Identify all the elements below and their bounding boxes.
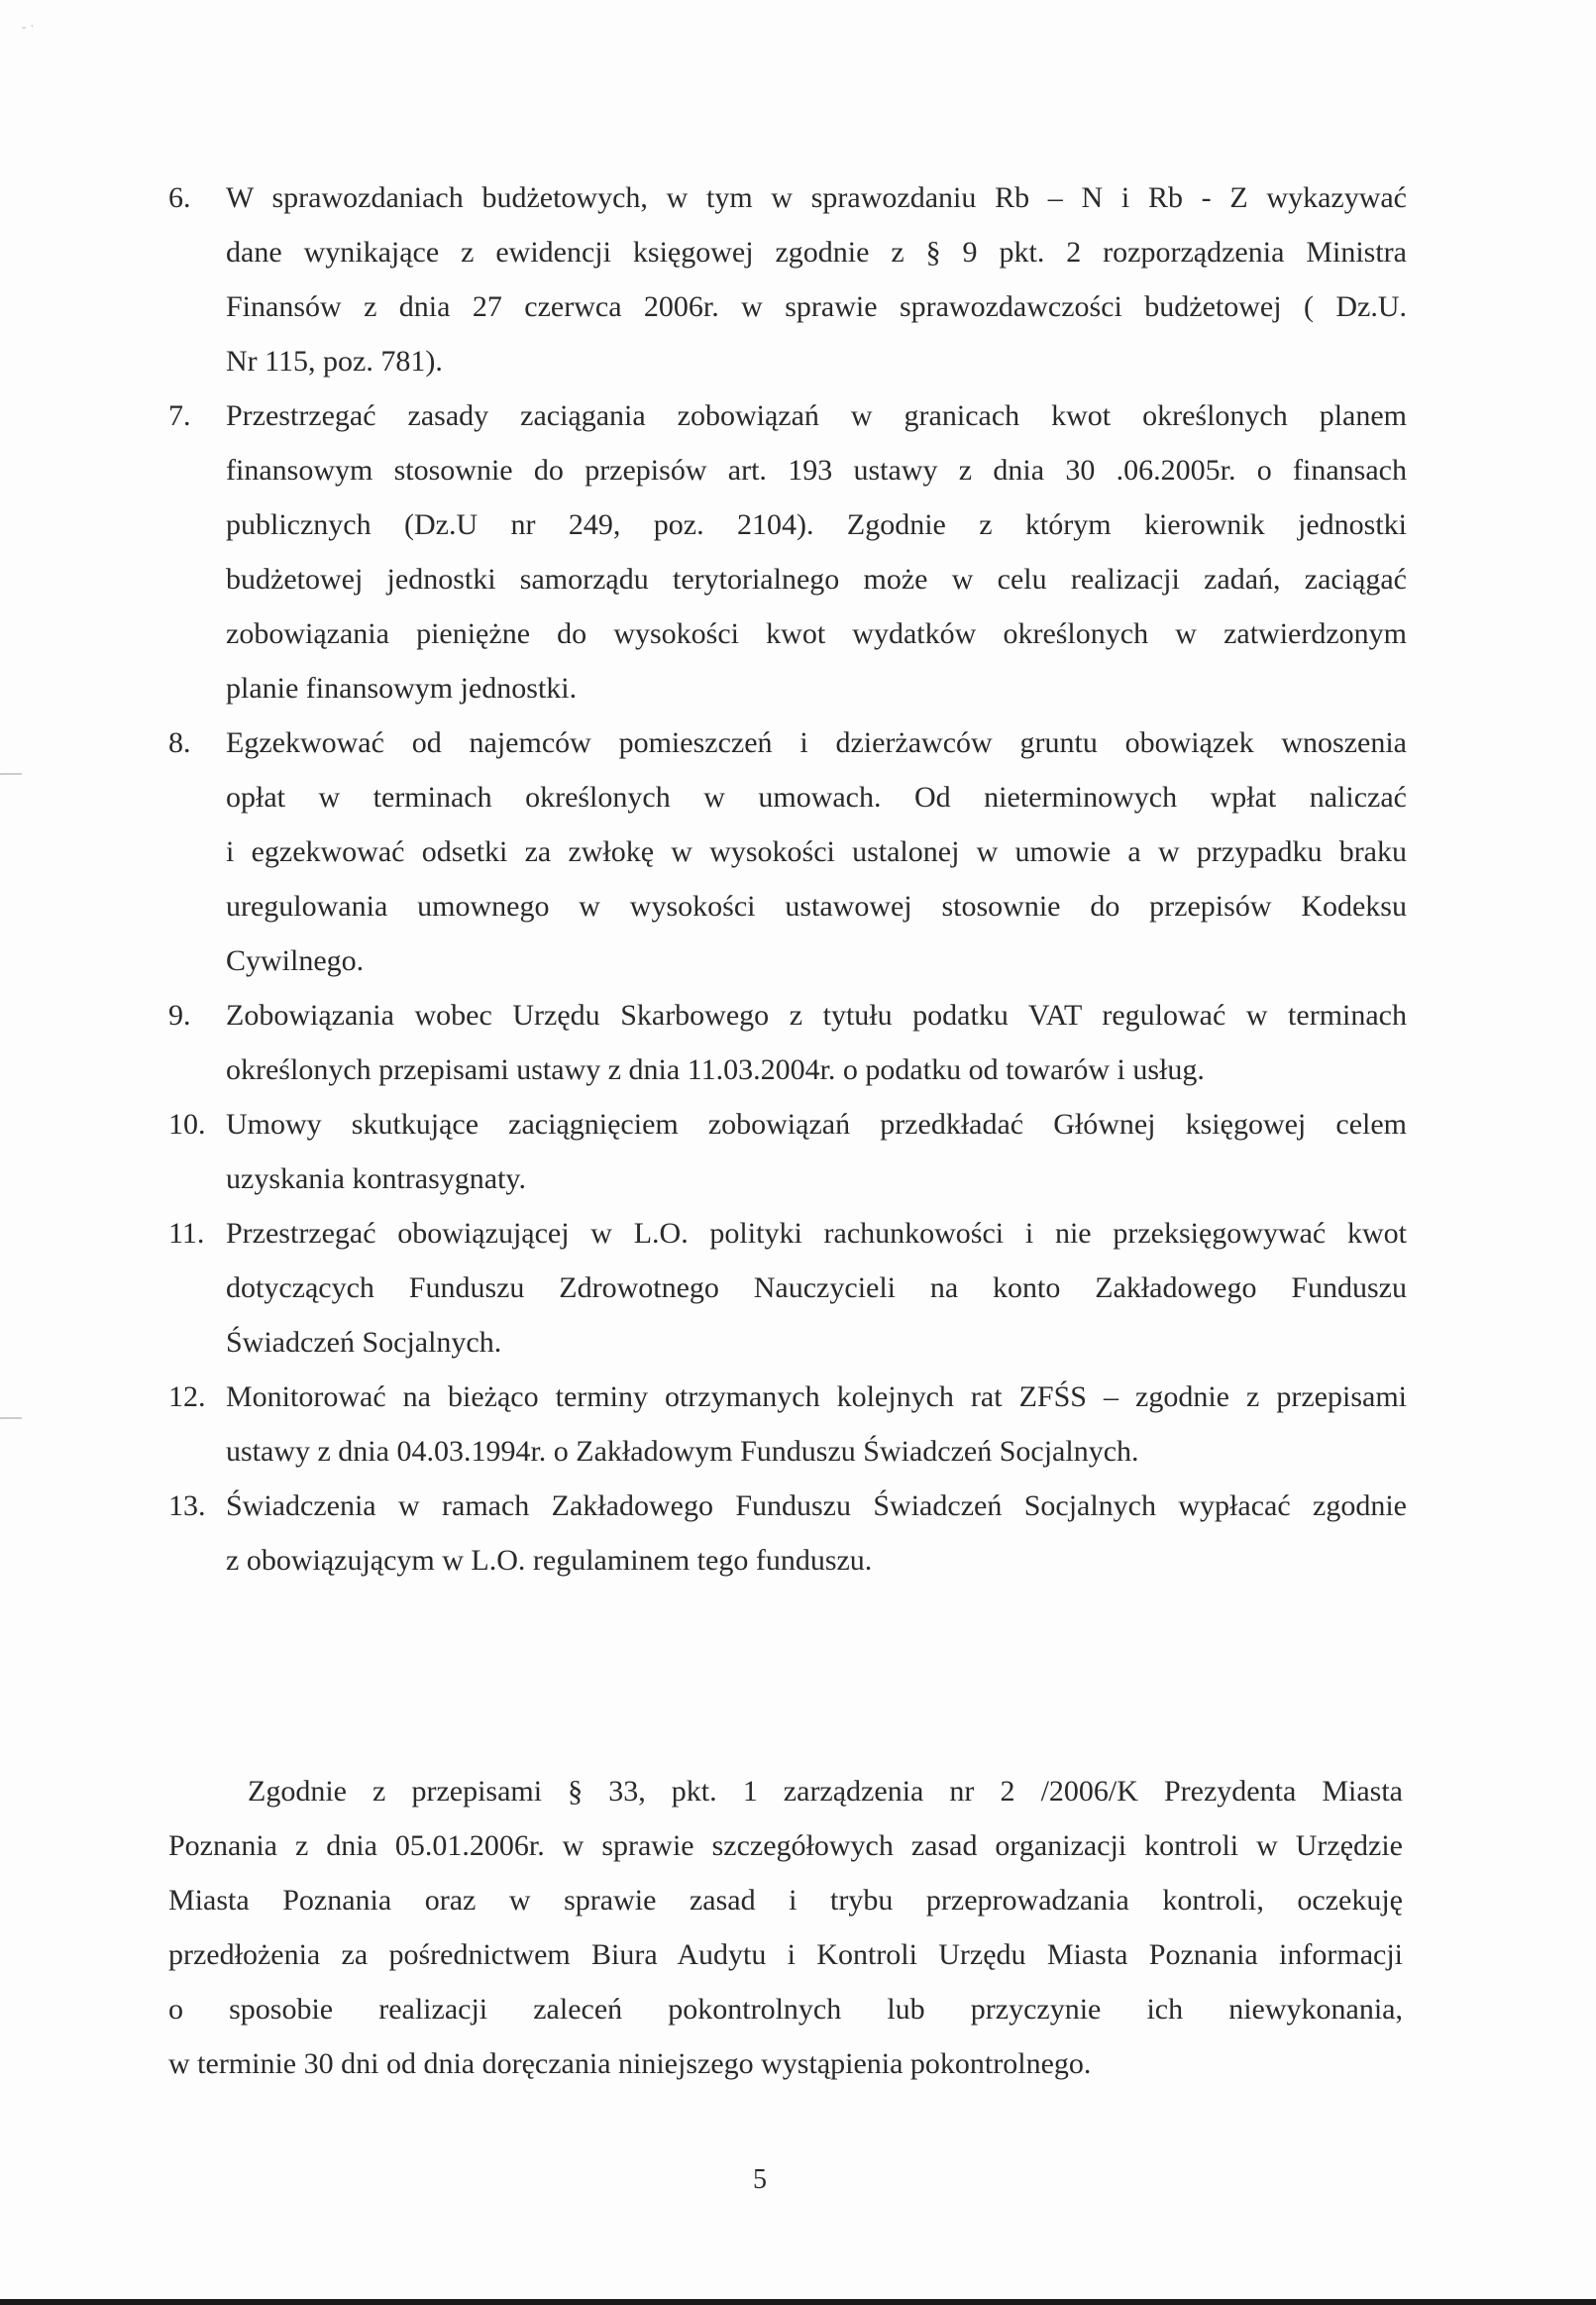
paragraph-line: w terminie 30 dni od dnia doręczania niniejszego wystąpienia pokontrolnego.	[168, 2047, 1092, 2080]
list-item-number: 8.	[168, 726, 191, 759]
text-line: Przestrzegać obowiązującej w L.O. polityki rachunkowości i nie przeksięgowywać kwot	[226, 1217, 1407, 1250]
list-item	[168, 1097, 1407, 1206]
text-line: Egzekwować od najemców pomieszczeń i dzierżawców gruntu obowiązek wnoszenia	[226, 726, 1407, 759]
list-item	[168, 1206, 1407, 1370]
text-line: Finansów z dnia 27 czerwca 2006r. w sprawie sprawozdawczości budżetowej ( Dz.U.	[226, 290, 1407, 323]
text-line: publicznych (Dz.U nr 249, poz. 2104). Zgodnie z którym kierownik jednostki	[226, 508, 1407, 541]
list-item	[168, 170, 1407, 388]
text-line: dotyczących Funduszu Zdrowotnego Nauczycieli na konto Zakładowego Funduszu	[226, 1271, 1407, 1304]
list-item-number: 9.	[168, 999, 191, 1032]
punch-hole-mark	[0, 773, 22, 795]
text-line: budżetowej jednostki samorządu terytorialnego może w celu realizacji zadań, zaciągać	[226, 563, 1407, 596]
text-line: i egzekwować odsetki za zwłokę w wysokości ustalonej w umowie a w przypadku braku	[226, 835, 1407, 868]
text-line: Umowy skutkujące zaciągnięciem zobowiązań przedkładać Głównej księgowej celem	[226, 1108, 1407, 1141]
list-item-number: 7.	[168, 399, 191, 432]
text-line: z obowiązującym w L.O. regulaminem tego funduszu.	[226, 1544, 873, 1577]
text-line: Świadczenia w ramach Zakładowego Funduszu Świadczeń Socjalnych wypłacać zgodnie	[226, 1489, 1407, 1522]
text-line: finansowym stosownie do przepisów art. 193 ustawy z dnia 30 .06.2005r. o finansach	[226, 454, 1407, 487]
list-item	[168, 388, 1407, 715]
text-line: Cywilnego.	[226, 944, 365, 977]
text-line: W sprawozdaniach budżetowych, w tym w sprawozdaniu Rb – N i Rb - Z wykazywać	[226, 181, 1407, 214]
paragraph-line: przedłożenia za pośrednictwem Biura Audytu i Kontroli Urzędu Miasta Poznania informacji	[168, 1938, 1403, 1971]
list-item-number: 6.	[168, 181, 191, 214]
text-line: określonych przepisami ustawy z dnia 11.03.2004r. o podatku od towarów i usług.	[226, 1053, 1205, 1086]
text-line: Przestrzegać zasady zaciągania zobowiązań w granicach kwot określonych planem	[226, 399, 1407, 432]
paragraph-line: Poznania z dnia 05.01.2006r. w sprawie szczegółowych zasad organizacji kontroli w Urzędzie	[168, 1829, 1403, 1862]
scan-artifact: - ·	[22, 20, 35, 35]
text-line: uregulowania umownego w wysokości ustawowej stosownie do przepisów Kodeksu	[226, 890, 1407, 923]
list-item	[168, 1370, 1407, 1479]
punch-hole-mark	[0, 1417, 22, 1439]
list-item-number: 13.	[168, 1489, 206, 1522]
text-line: dane wynikające z ewidencji księgowej zgodnie z § 9 pkt. 2 rozporządzenia Ministra	[226, 236, 1407, 269]
paragraph-line: o sposobie realizacji zaleceń pokontrolnych lub przyczynie ich niewykonania,	[168, 1993, 1403, 2026]
list-item-number: 11.	[168, 1217, 205, 1250]
text-line: Monitorować na bieżąco terminy otrzymanych kolejnych rat ZFŚS – zgodnie z przepisami	[226, 1380, 1407, 1413]
text-line: Zobowiązania wobec Urzędu Skarbowego z tytułu podatku VAT regulować w terminach	[226, 999, 1407, 1032]
list-item-number: 10.	[168, 1108, 206, 1141]
page-number: 5	[753, 2164, 767, 2195]
text-line: opłat w terminach określonych w umowach. Od nieterminowych wpłat naliczać	[226, 781, 1407, 814]
list-item	[168, 988, 1407, 1097]
scan-bottom-edge	[0, 2299, 1596, 2305]
text-line: uzyskania kontrasygnaty.	[226, 1162, 526, 1195]
text-line: planie finansowym jednostki.	[226, 672, 578, 705]
text-line: Nr 115, poz. 781).	[226, 345, 443, 378]
list-item	[168, 1479, 1407, 1588]
paragraph-line: Zgodnie z przepisami § 33, pkt. 1 zarządzenia nr 2 /2006/K Prezydenta Miasta	[248, 1775, 1403, 1808]
list-item	[168, 715, 1407, 988]
recommendations-list	[168, 170, 1407, 1588]
text-line: ustawy z dnia 04.03.1994r. o Zakładowym Funduszu Świadczeń Socjalnych.	[226, 1435, 1139, 1468]
text-line: zobowiązania pieniężne do wysokości kwot wydatków określonych w zatwierdzonym	[226, 617, 1407, 650]
paragraph-line: Miasta Poznania oraz w sprawie zasad i trybu przeprowadzania kontroli, oczekuję	[168, 1884, 1403, 1917]
list-item-number: 12.	[168, 1380, 206, 1413]
text-line: Świadczeń Socjalnych.	[226, 1326, 502, 1359]
closing-paragraph	[168, 1764, 1403, 2091]
